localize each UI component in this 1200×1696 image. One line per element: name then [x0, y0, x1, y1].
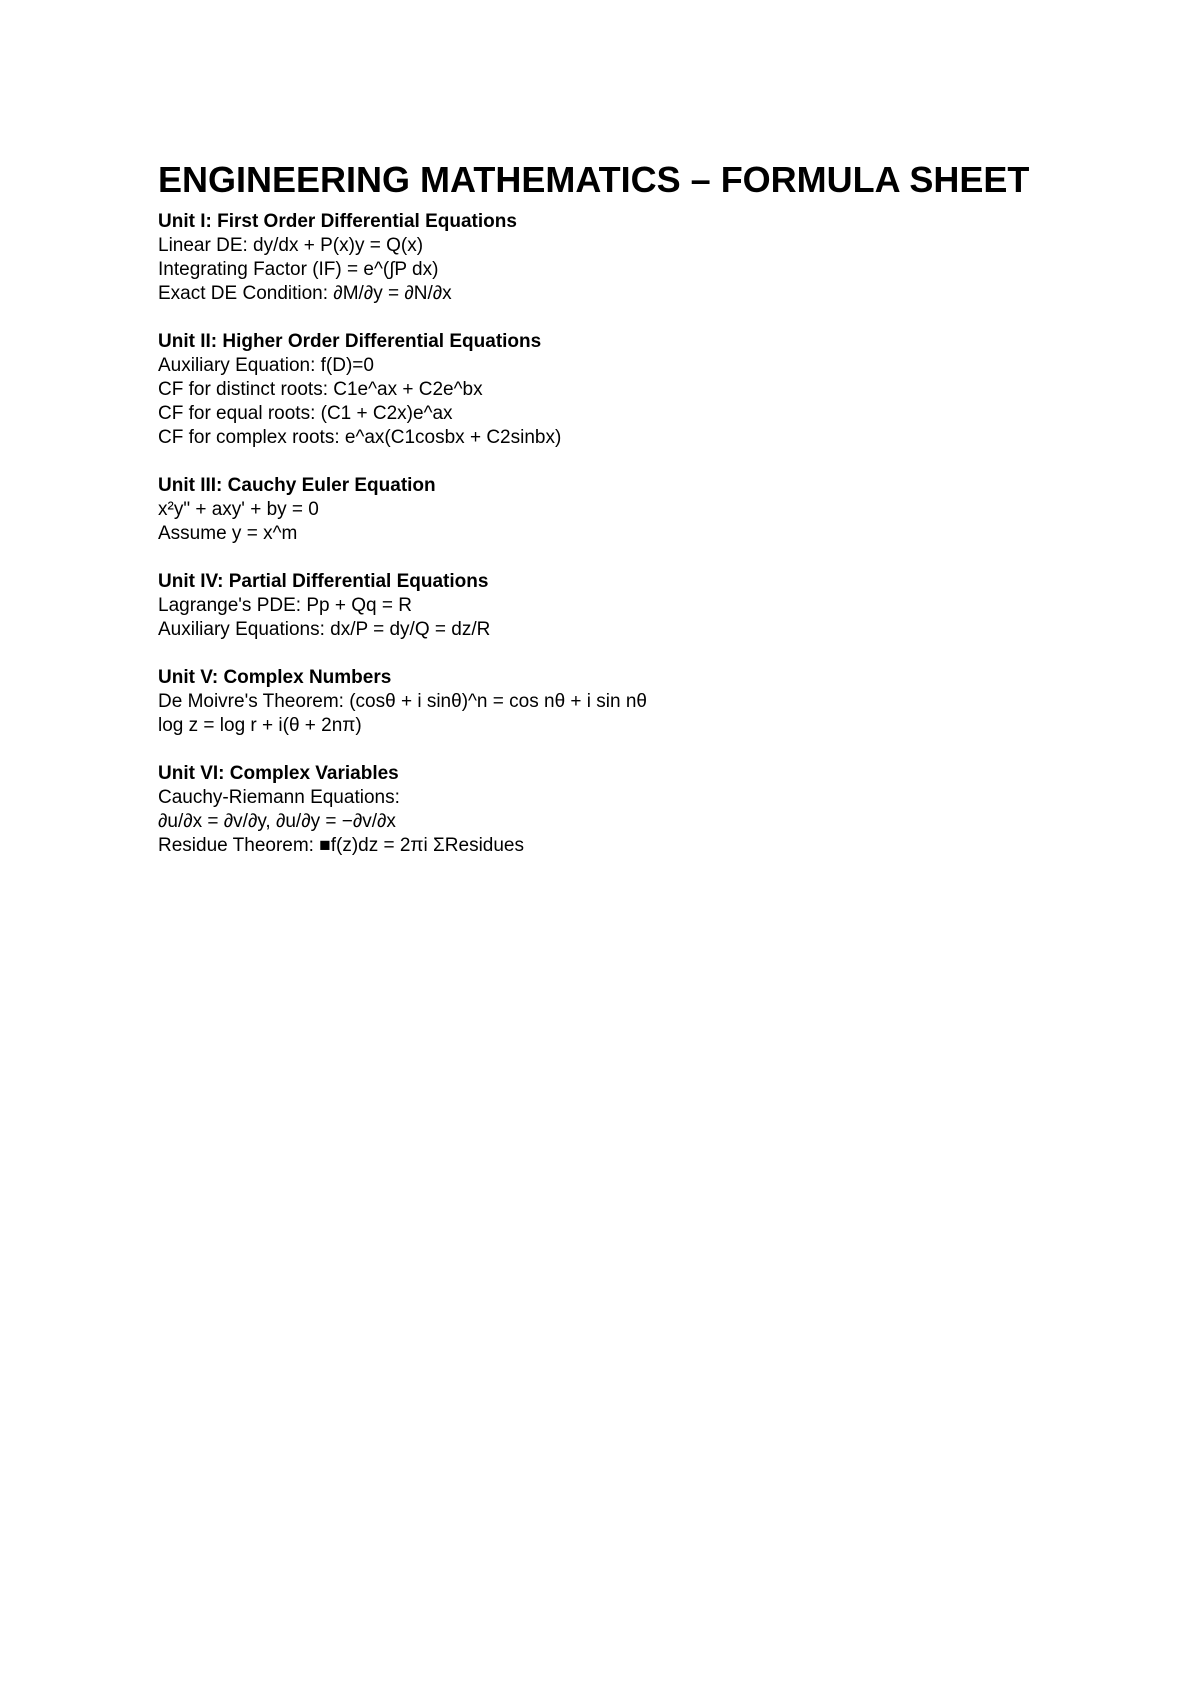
section-unit-5 — [158, 666, 1118, 738]
formula-line: Cauchy-Riemann Equations: — [158, 787, 400, 808]
section-unit-3 — [158, 474, 1118, 546]
section-heading: Unit VI: Complex Variables — [158, 763, 399, 784]
section-unit-1 — [158, 210, 1118, 306]
formula-line: Auxiliary Equations: dx/P = dy/Q = dz/R — [158, 619, 491, 640]
formula-line: ∂u/∂x = ∂v/∂y, ∂u/∂y = −∂v/∂x — [158, 811, 396, 832]
formula-line: x²y" + axy' + by = 0 — [158, 499, 319, 520]
section-heading: Unit III: Cauchy Euler Equation — [158, 475, 436, 496]
section-unit-6 — [158, 762, 1118, 858]
section-heading: Unit IV: Partial Differential Equations — [158, 571, 489, 592]
section-unit-2 — [158, 330, 1118, 450]
formula-line: Lagrange's PDE: Pp + Qq = R — [158, 595, 412, 616]
formula-line: Exact DE Condition: ∂M/∂y = ∂N/∂x — [158, 283, 452, 304]
formula-line: Auxiliary Equation: f(D)=0 — [158, 355, 374, 376]
formula-line: CF for complex roots: e^ax(C1cosbx + C2sinbx) — [158, 427, 562, 448]
section-unit-4 — [158, 570, 1118, 642]
formula-line: Linear DE: dy/dx + P(x)y = Q(x) — [158, 235, 424, 256]
formula-line: log z = log r + i(θ + 2nπ) — [158, 715, 362, 736]
formula-line: CF for equal roots: (C1 + C2x)e^ax — [158, 403, 453, 424]
section-heading: Unit I: First Order Differential Equations — [158, 211, 517, 232]
formula-line: Residue Theorem: ■f(z)dz = 2πi ΣResidues — [158, 835, 524, 856]
formula-line: Integrating Factor (IF) = e^(∫P dx) — [158, 259, 439, 280]
formula-sheet-page — [158, 158, 1118, 882]
page-title: ENGINEERING MATHEMATICS – FORMULA SHEET — [158, 159, 1030, 200]
formula-line: De Moivre's Theorem: (cosθ + i sinθ)^n = cos nθ + i sin nθ — [158, 691, 647, 712]
section-heading: Unit II: Higher Order Differential Equations — [158, 331, 542, 352]
formula-line: Assume y = x^m — [158, 523, 298, 544]
section-heading: Unit V: Complex Numbers — [158, 667, 392, 688]
formula-line: CF for distinct roots: C1e^ax + C2e^bx — [158, 379, 483, 400]
